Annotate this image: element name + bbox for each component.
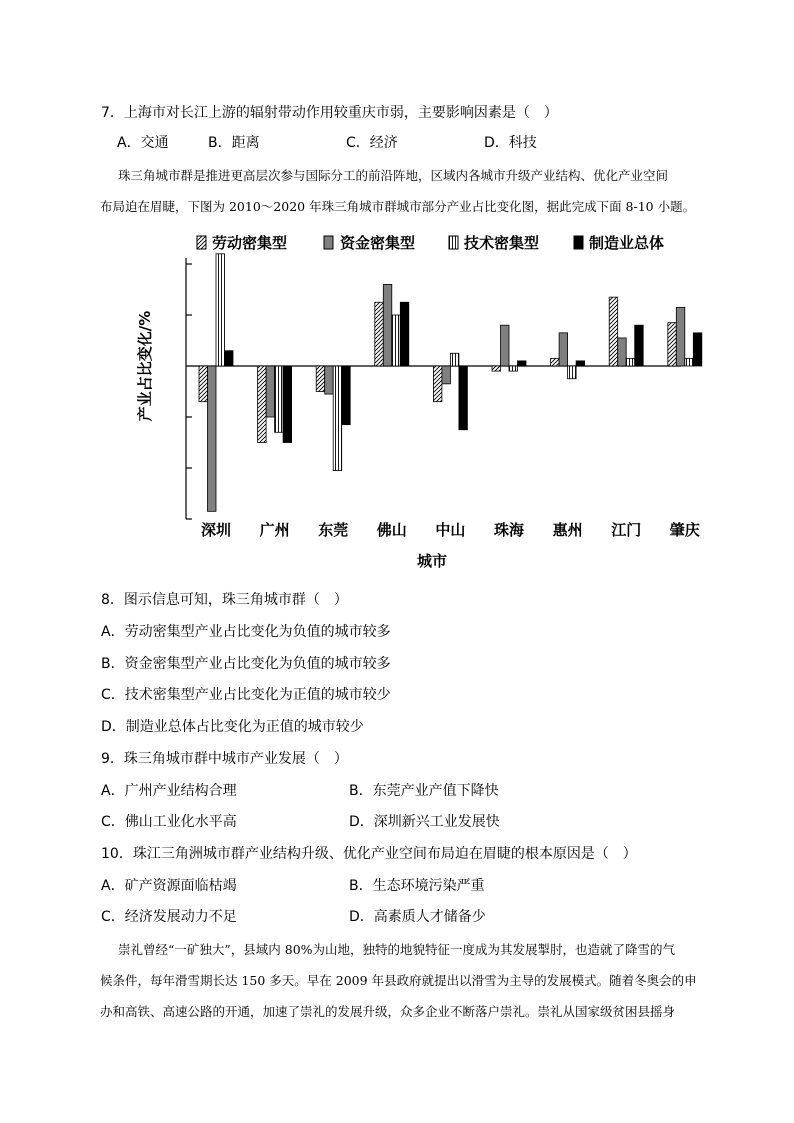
category-label: 东莞	[318, 521, 349, 539]
bar-mfg	[576, 361, 585, 366]
bar-mfg	[635, 325, 644, 366]
bar-mfg	[225, 351, 234, 366]
question-9-option-d: D．深圳新兴工业发展快	[349, 814, 500, 830]
bar-labor	[492, 366, 501, 371]
question-7-option-c: C．经济	[346, 135, 398, 151]
category-labels	[201, 521, 700, 539]
legend-label-tech: 技术密集型	[464, 234, 540, 252]
category-label: 深圳	[200, 521, 232, 539]
question-10-option-d: D．高素质人才储备少	[349, 909, 486, 925]
legend-label-mfg: 制造业总体	[589, 234, 665, 252]
category-label: 佛山	[376, 521, 407, 539]
bar-tech	[275, 366, 284, 432]
legend-label-labor: 劳动密集型	[212, 234, 288, 252]
bar-tech	[626, 358, 635, 366]
question-7-option-b: B．距离	[208, 135, 260, 151]
category-label: 珠海	[493, 521, 525, 539]
bar-capital	[618, 338, 627, 366]
question-8-stem: 8．图示信息可知，珠三角城市群（ ）	[101, 592, 348, 608]
industry-share-chart	[130, 228, 700, 573]
bar-tech	[685, 358, 694, 366]
question-9-option-b: B．东莞产业产值下降快	[349, 783, 499, 799]
bar-labor	[609, 297, 618, 366]
question-7-option-d: D．科技	[484, 135, 537, 151]
category-label: 肇庆	[669, 521, 700, 539]
intro-line-1: 珠三角城市群是推进更高层次参与国际分工的前沿阵地，区域内各城市升级产业结构、优化产业空间	[118, 168, 669, 183]
bar-mfg	[283, 366, 292, 443]
question-8-option-d: D．制造业总体占比变化为正值的城市较少	[101, 719, 364, 735]
bar-mfg	[400, 302, 409, 366]
bar-labor	[668, 323, 677, 366]
bar-capital	[383, 284, 392, 366]
chart-legend	[197, 234, 664, 252]
question-10-stem: 10．珠江三角洲城市群产业结构升级、优化产业空间布局迫在眉睫的根本原因是（ ）	[101, 846, 637, 862]
legend-label-capital: 资金密集型	[340, 234, 416, 252]
passage-line-1: 崇礼曾经“一矿独大”，县域内 80%为山地，独特的地貌特征一度成为其发展掣肘，也造就了降雪的气	[118, 942, 676, 957]
question-8-option-a: A．劳动密集型产业占比变化为负值的城市较多	[101, 624, 391, 640]
intro-line-2: 布局迫在眉睫，下图为 2010～2020 年珠三角城市群城市部分产业占比变化图，据此完成下面 8-10 小题。	[100, 199, 696, 214]
bar-tech	[450, 353, 459, 366]
bar-capital	[442, 366, 451, 384]
question-8-option-c: C．技术密集型产业占比变化为正值的城市较少	[101, 687, 391, 703]
question-7-option-a: A．交通	[117, 135, 169, 151]
question-9-option-c: C．佛山工业化水平高	[101, 814, 237, 830]
bar-capital	[559, 333, 568, 366]
bar-mfg	[518, 361, 527, 366]
bar-tech	[568, 366, 577, 379]
bar-labor	[375, 302, 384, 366]
bar-labor	[258, 366, 267, 443]
bar-mfg	[693, 333, 702, 366]
bar-tech	[216, 254, 225, 366]
bar-tech	[333, 366, 342, 471]
bar-capital	[676, 307, 685, 366]
question-7-stem: 7．上海市对长江上游的辐射带动作用较重庆市弱，主要影响因素是（ ）	[101, 105, 558, 121]
bar-mfg	[459, 366, 468, 430]
question-8-option-b: B．资金密集型产业占比变化为负值的城市较多	[101, 656, 391, 672]
bar-labor	[551, 358, 560, 366]
question-9-option-a: A．广州产业结构合理	[101, 783, 237, 799]
legend-swatch-capital	[324, 236, 333, 249]
bar-capital	[501, 325, 510, 366]
bar-capital	[266, 366, 275, 417]
question-10-option-c: C．经济发展动力不足	[101, 909, 237, 925]
passage-line-2: 候条件，每年滑雪期长达 150 多天。早在 2009 年县政府就提出以滑雪为主导的发展模式。随着冬奥会的申	[100, 973, 697, 988]
bar-labor	[199, 366, 208, 402]
bar-mfg	[342, 366, 351, 425]
legend-swatch-mfg	[574, 236, 583, 249]
y-axis-label: 产业占比变化/%	[136, 310, 154, 422]
passage-line-3: 办和高铁、高速公路的开通，加速了崇礼的发展升级，众多企业不断落户崇礼。崇礼从国家级贫困县摇身	[100, 1004, 676, 1019]
legend-swatch-labor	[197, 236, 206, 249]
category-label: 惠州	[552, 521, 583, 539]
bar-labor	[316, 366, 325, 392]
bar-capital	[325, 366, 334, 394]
bar-labor	[433, 366, 442, 402]
bar-capital	[208, 366, 217, 511]
category-label: 江门	[611, 521, 642, 539]
question-10-option-b: B．生态环境污染严重	[349, 878, 485, 894]
bar-tech	[392, 315, 401, 366]
legend-swatch-tech	[449, 236, 458, 249]
question-10-option-a: A．矿产资源面临枯竭	[101, 878, 237, 894]
category-label: 中山	[435, 521, 466, 539]
category-label: 广州	[259, 521, 290, 539]
question-9-stem: 9．珠三角城市群中城市产业发展（ ）	[101, 751, 348, 767]
chart-bars	[199, 254, 702, 512]
y-axis-ticks	[186, 264, 192, 519]
bar-tech	[509, 366, 518, 371]
x-axis-label: 城市	[416, 552, 448, 570]
